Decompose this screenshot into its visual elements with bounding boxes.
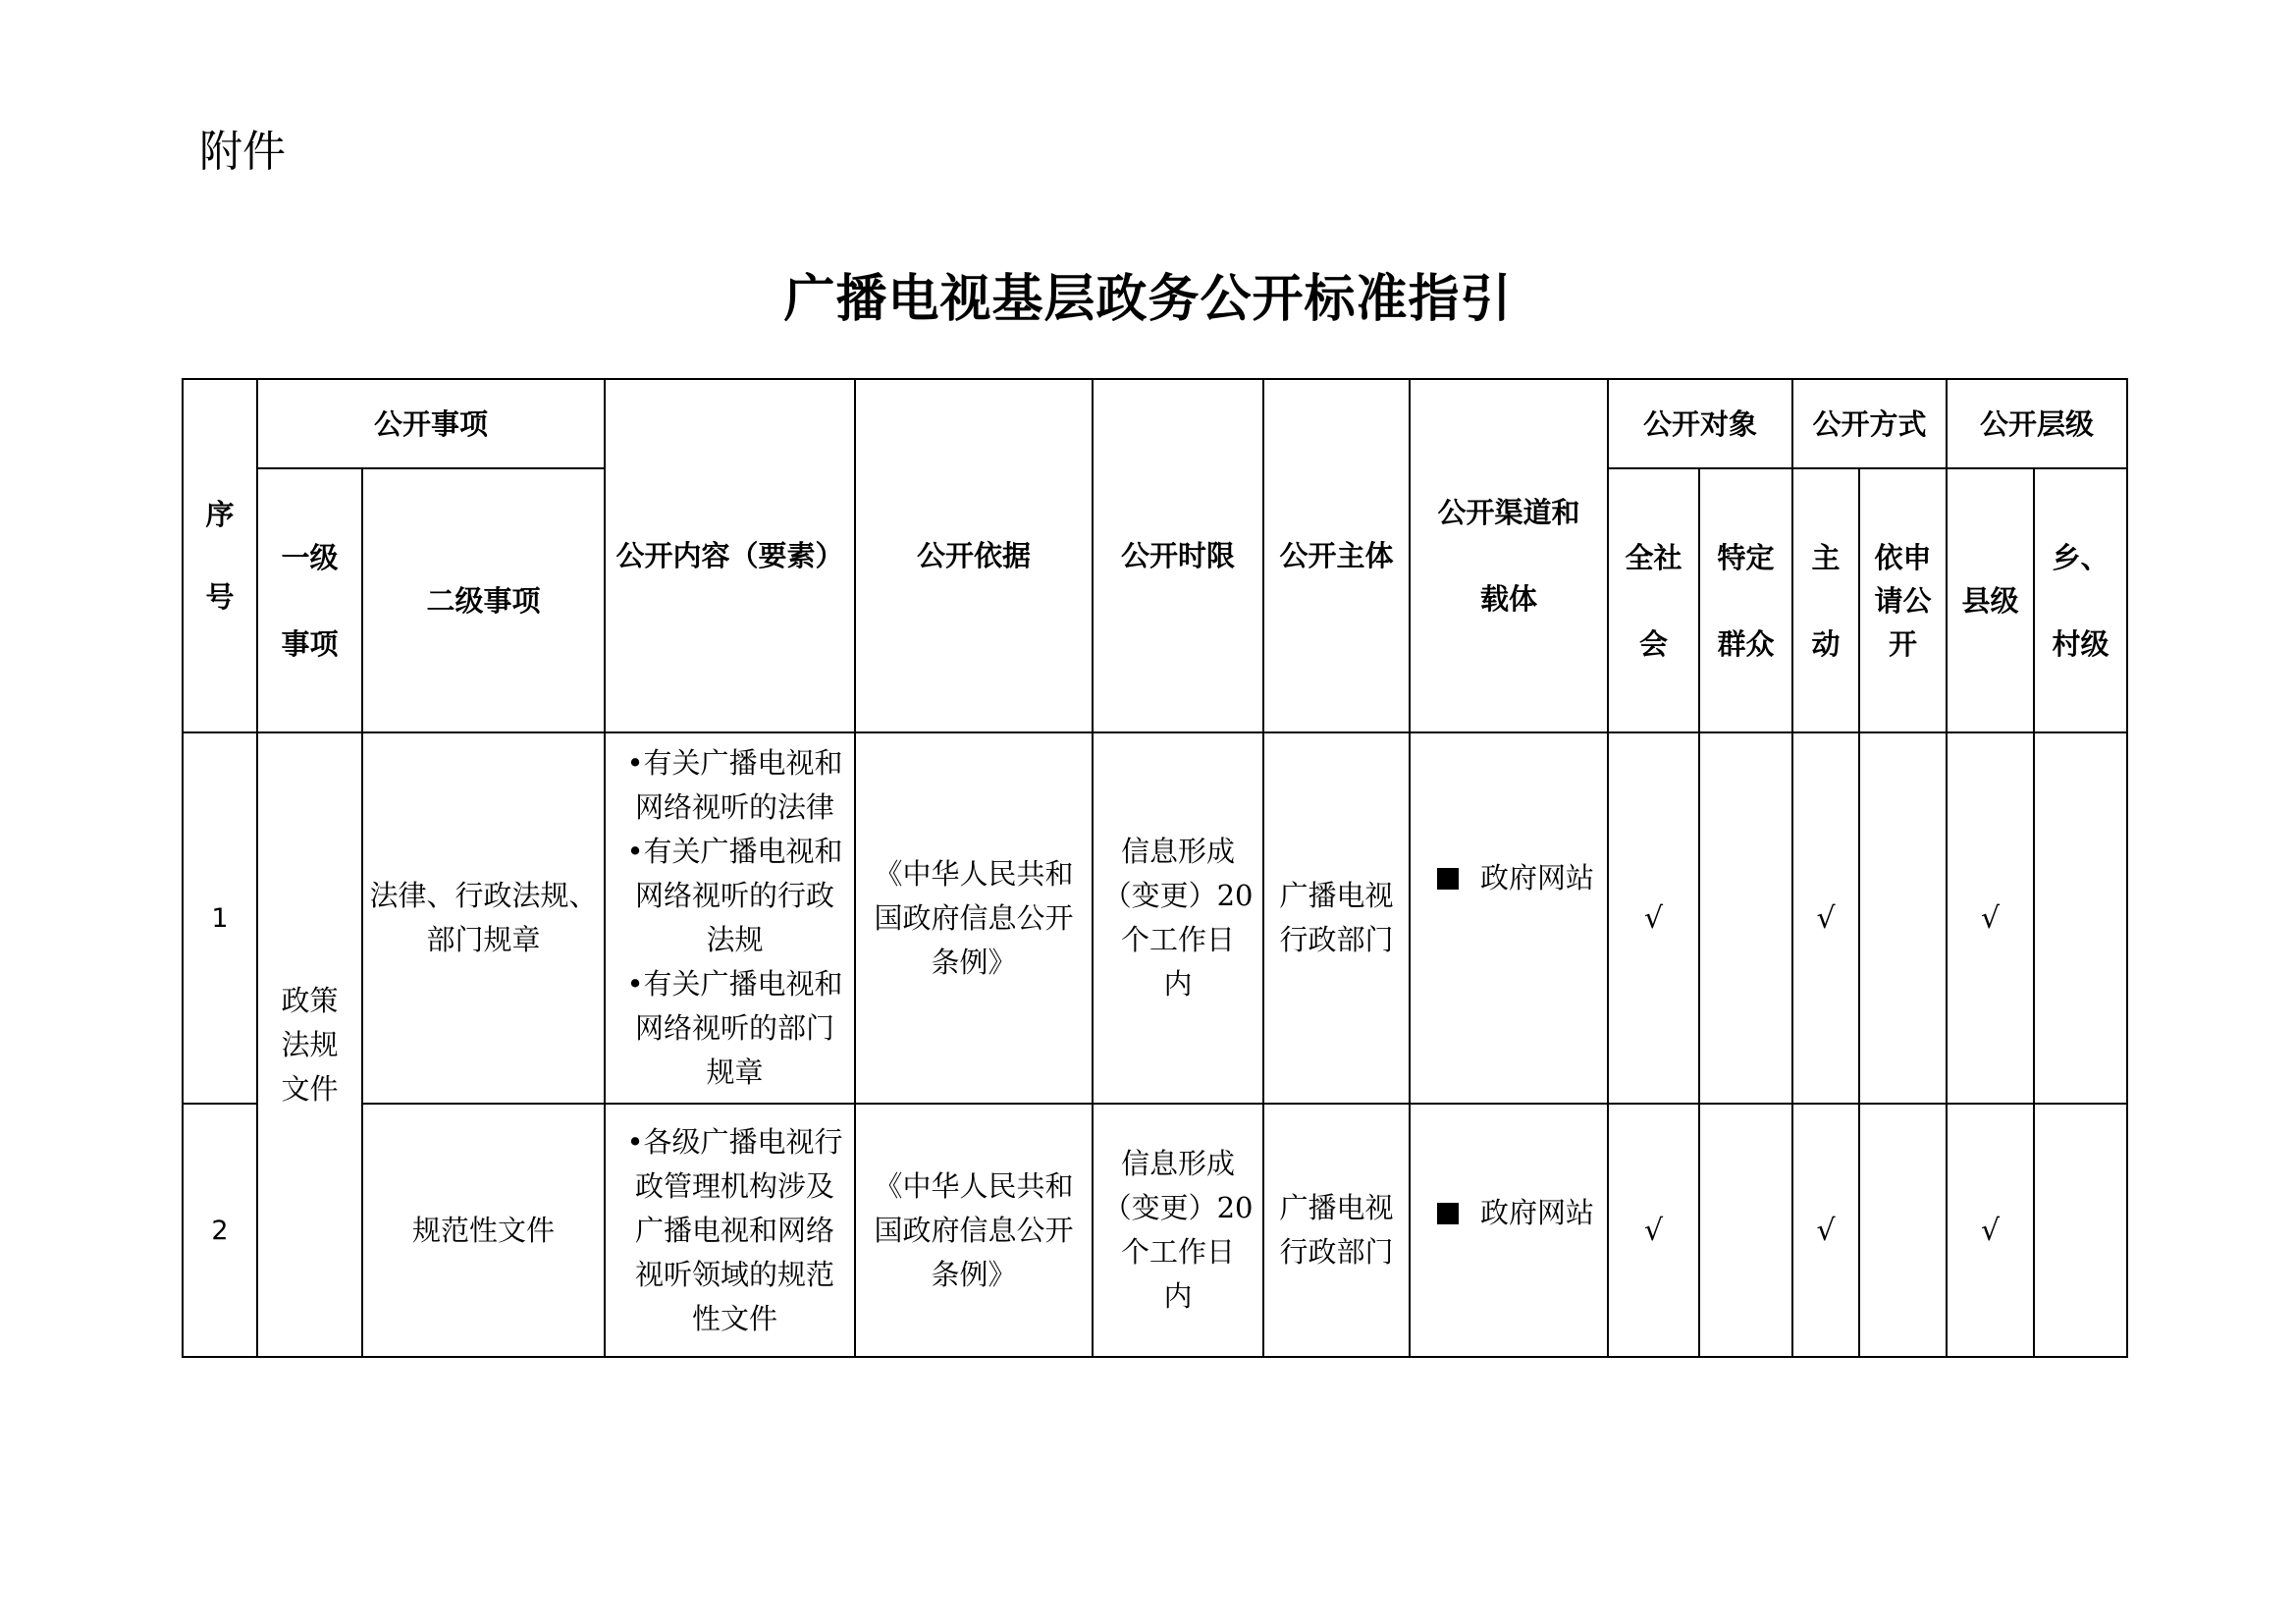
list-item: •有关广播电视和 网络视听的行政 法规 [626, 835, 843, 956]
header-matters: 公开事项 [257, 379, 605, 468]
list-item: •有关广播电视和 网络视听的法律 [626, 746, 843, 824]
header-method-active: 主 动 [1792, 468, 1859, 732]
list-item: •有关广播电视和 网络视听的部门 规章 [626, 967, 843, 1089]
level-county-check: √ [1947, 732, 2034, 1104]
header-level: 公开层级 [1947, 379, 2127, 468]
content-list [605, 1104, 855, 1357]
row-seq: 2 [183, 1104, 257, 1357]
channel: 政府网站 [1410, 1104, 1608, 1357]
audience-specific-check [1699, 732, 1792, 1104]
time-limit: 信息形成 （变更）20 个工作日 内 [1093, 1104, 1263, 1357]
square-icon [1437, 1203, 1459, 1224]
method-request-check [1859, 1104, 1947, 1357]
header-level-town: 乡、 村级 [2034, 468, 2127, 732]
level2-item: 规范性文件 [362, 1104, 605, 1357]
header-method: 公开方式 [1792, 379, 1947, 468]
method-active-check: √ [1792, 732, 1859, 1104]
attachment-label: 附件 [199, 127, 286, 177]
level-town-check [2034, 732, 2127, 1104]
row-seq: 1 [183, 732, 257, 1104]
audience-all-check: √ [1608, 732, 1699, 1104]
basis: 《中华人民共和 国政府信息公开 条例》 [855, 732, 1093, 1104]
header-audience-specific: 特定 群众 [1699, 468, 1792, 732]
method-active-check: √ [1792, 1104, 1859, 1357]
header-audience: 公开对象 [1608, 379, 1792, 468]
subject: 广播电视 行政部门 [1263, 1104, 1410, 1357]
time-limit: 信息形成 （变更）20 个工作日 内 [1093, 732, 1263, 1104]
level1-item: 政策 法规 文件 [257, 732, 362, 1357]
header-basis: 公开依据 [855, 379, 1093, 732]
header-level2: 二级事项 [362, 468, 605, 732]
level2-item: 法律、行政法规、 部门规章 [362, 732, 605, 1104]
subject: 广播电视 行政部门 [1263, 732, 1410, 1104]
header-content: 公开内容（要素） [605, 379, 855, 732]
page-title: 广播电视基层政务公开标准指引 [783, 269, 1513, 329]
channel: 政府网站 [1410, 732, 1608, 1104]
header-level-county: 县级 [1947, 468, 2034, 732]
level-county-check: √ [1947, 1104, 2034, 1357]
header-seq: 序 号 [183, 379, 257, 732]
level-town-check [2034, 1104, 2127, 1357]
method-request-check [1859, 732, 1947, 1104]
list-item: •各级广播电视行 政管理机构涉及 广播电视和网络 视听领域的规范 性文件 [626, 1124, 843, 1335]
header-channel: 公开渠道和 载体 [1410, 379, 1608, 732]
table-row [183, 1104, 2127, 1357]
square-icon [1437, 868, 1459, 890]
header-subject: 公开主体 [1263, 379, 1410, 732]
header-level1: 一级 事项 [257, 468, 362, 732]
audience-all-check: √ [1608, 1104, 1699, 1357]
basis: 《中华人民共和 国政府信息公开 条例》 [855, 1104, 1093, 1357]
header-audience-all: 全社 会 [1608, 468, 1699, 732]
disclosure-standard-table [182, 378, 2128, 1358]
audience-specific-check [1699, 1104, 1792, 1357]
table-row [183, 732, 2127, 1104]
header-time-limit: 公开时限 [1093, 379, 1263, 732]
content-list [605, 732, 855, 1104]
header-method-request: 依申 请公 开 [1859, 468, 1947, 732]
